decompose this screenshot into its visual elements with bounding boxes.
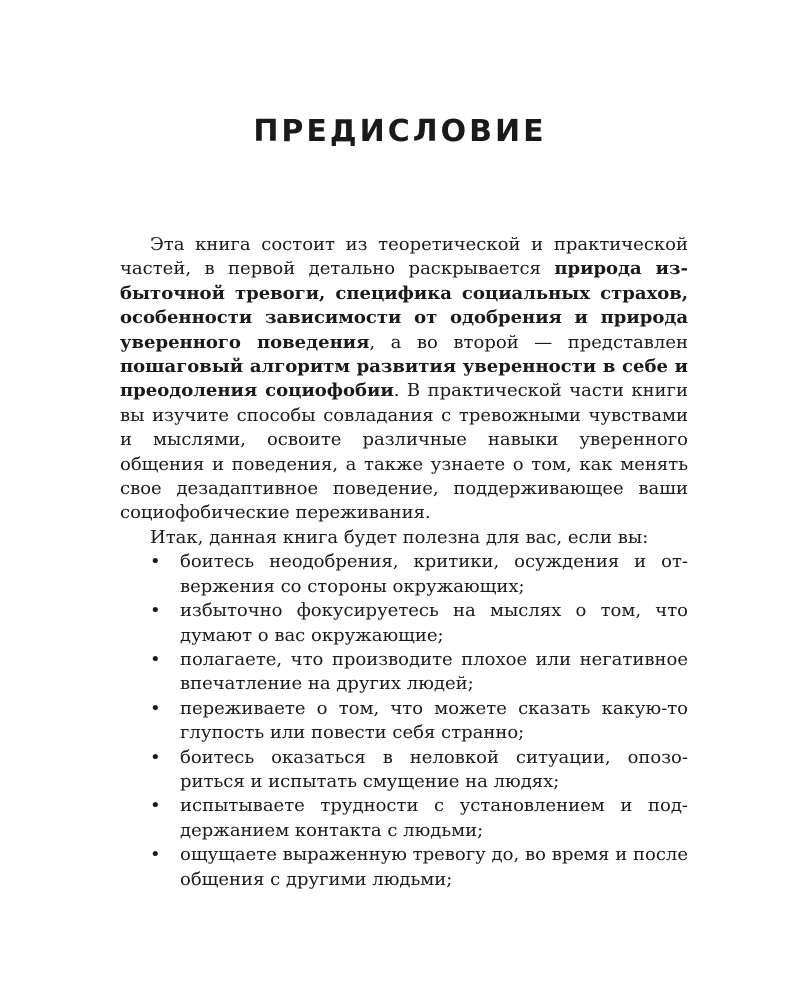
intro-text-2: , а во второй — представлен — [369, 331, 689, 353]
intro-text-3: . В практической части книги вы изучите способы совладания с тревожными чувствами и мыслями, освоите различные навыки уверенного общения и поведения, а также узнаете о том, как менять свое дезадаптивное поведение, поддерживающее ваши социофобические переживания. — [120, 380, 688, 524]
intro-paragraph — [120, 233, 688, 526]
list-item — [120, 746, 688, 795]
list-item — [120, 697, 688, 746]
list-item-text: переживаете о том, что можете сказать какую-то глупость или повести себя странно; — [180, 697, 688, 744]
list-item — [120, 794, 688, 843]
page-title: ПРЕДИСЛОВИЕ — [253, 114, 547, 149]
list-item — [120, 843, 688, 892]
intro-text-1: Эта книга состоит из теоретической и практической частей, в первой детально раскрывается — [120, 234, 688, 280]
list-item — [120, 599, 688, 648]
list-item-text: боитесь неодобрения, критики, осуждения и отвержения со стороны окружающих; — [180, 551, 688, 597]
list-item-text: боитесь оказаться в неловкой ситуации, опозориться и испытать смущение на людях; — [180, 746, 688, 792]
bullet-marker: • — [150, 648, 161, 670]
list-item-text: избыточно фокусируетесь на мыслях о том, что думают о вас окружающие; — [180, 600, 688, 646]
bullet-marker: • — [150, 795, 161, 817]
list-item-text: испытываете трудности с установлением и поддержанием контакта с людьми; — [180, 795, 688, 841]
list-item-text: ощущаете выраженную тревогу до, во время и после общения с другими людьми; — [180, 844, 688, 890]
bullet-marker: • — [150, 697, 161, 719]
list-item — [120, 648, 688, 697]
symptom-list — [120, 550, 688, 892]
intro-bold-2: пошаговый алгоритм развития уверенности в себе и преодоления социофобии — [120, 356, 688, 402]
list-item — [120, 550, 688, 599]
bullet-marker: • — [150, 551, 161, 573]
intro-bold-1: природа избыточной тревоги, специфика социальных страхов, особенности зависимости от одобрения и природа уверенного поведения — [120, 258, 689, 353]
list-item-text: полагаете, что производите плохое или негативное впечатление на других людей; — [180, 648, 688, 695]
bullet-marker: • — [150, 600, 161, 622]
bullet-marker: • — [150, 844, 161, 866]
bullet-marker: • — [150, 746, 161, 768]
lead-paragraph: Итак, данная книга будет полезна для вас, если вы: — [150, 526, 649, 548]
page-body — [120, 233, 688, 892]
